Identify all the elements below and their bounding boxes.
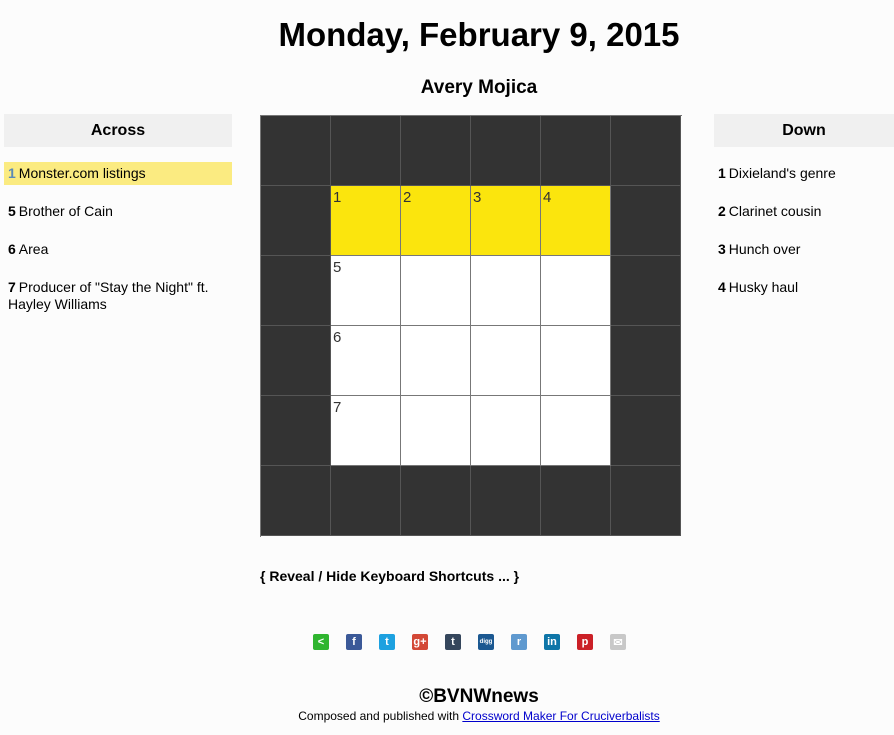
grid-cell[interactable] [401,186,471,256]
across-clue-7[interactable] [4,276,232,316]
grid-cell[interactable] [471,396,541,466]
down-panel [714,114,894,314]
grid-block [261,326,331,396]
grid-block [331,116,401,186]
clue-text: Hunch over [728,241,801,257]
email-icon[interactable]: ✉ [610,634,626,650]
grid-block [261,256,331,326]
clue-number: 6 [8,241,16,257]
clue-text: Monster.com listings [18,165,146,181]
grid-block [331,466,401,536]
twitter-icon[interactable]: t [379,634,395,650]
grid-block [611,186,681,256]
share-icon[interactable]: < [313,634,329,650]
across-heading: Across [4,114,232,147]
crossword-maker-link[interactable]: Crossword Maker For Cruciverbalists [462,709,660,723]
grid-cell[interactable] [541,396,611,466]
tumblr-icon[interactable]: t [445,634,461,650]
clue-text: Dixieland's genre [728,165,836,181]
down-clue-1[interactable] [714,162,894,185]
grid-block [611,116,681,186]
grid-cell[interactable] [401,326,471,396]
cell-number: 5 [333,259,342,276]
grid-block [611,396,681,466]
grid-block [261,466,331,536]
grid-block [401,466,471,536]
clue-text: Husky haul [728,279,799,295]
clue-text: Area [18,241,49,257]
clue-text: Brother of Cain [18,203,113,219]
clue-number: 2 [718,203,726,219]
grid-cell[interactable] [331,326,401,396]
grid-block [541,466,611,536]
digg-icon[interactable]: digg [478,634,494,650]
across-clue-1[interactable] [4,162,232,185]
clue-number: 1 [8,165,16,181]
footer-brand: ©BVNWnews [419,686,539,707]
across-panel [4,114,232,331]
share-bar [313,634,643,650]
cell-number: 6 [333,329,342,346]
down-clue-4[interactable] [714,276,894,299]
page-title: Monday, February 9, 2015 [278,16,680,53]
grid-cell[interactable] [541,256,611,326]
cell-number: 3 [473,189,482,206]
cell-number: 1 [333,189,342,206]
reddit-icon[interactable]: r [511,634,527,650]
clue-number: 5 [8,203,16,219]
down-clue-3[interactable] [714,238,894,261]
grid-block [401,116,471,186]
grid-block [471,466,541,536]
grid-cell[interactable] [471,186,541,256]
linkedin-icon[interactable]: in [544,634,560,650]
cell-number: 7 [333,399,342,416]
clue-number: 1 [718,165,726,181]
down-clue-2[interactable] [714,200,894,223]
keyboard-shortcuts-toggle[interactable]: { Reveal / Hide Keyboard Shortcuts ... } [260,568,520,584]
grid-cell[interactable] [541,186,611,256]
clue-number: 4 [718,279,726,295]
clue-text: Clarinet cousin [728,203,822,219]
across-clue-list [4,162,232,316]
grid-block [261,116,331,186]
grid-cell[interactable] [471,256,541,326]
grid-block [471,116,541,186]
grid-block [261,396,331,466]
grid-cell[interactable] [331,256,401,326]
down-heading: Down [714,114,894,147]
author-name: Avery Mojica [420,77,538,98]
composed-text: Composed and published with [298,709,463,723]
grid-cell[interactable] [541,326,611,396]
grid-block [611,326,681,396]
cell-number: 4 [543,189,552,206]
cell-number: 2 [403,189,412,206]
grid-cell[interactable] [331,186,401,256]
across-clue-5[interactable] [4,200,232,223]
across-clue-6[interactable] [4,238,232,261]
grid-cell[interactable] [401,256,471,326]
google-plus-icon[interactable]: g+ [413,636,427,648]
grid-cell[interactable] [331,396,401,466]
grid-cell[interactable] [471,326,541,396]
clue-number: 7 [8,279,16,295]
grid-block [611,466,681,536]
facebook-icon[interactable]: f [346,634,362,650]
footer-credit [0,709,894,723]
clue-number: 3 [718,241,726,257]
pinterest-icon[interactable]: p [577,634,593,650]
grid-block [541,116,611,186]
grid-block [261,186,331,256]
crossword-grid [260,115,682,537]
clue-text: Producer of "Stay the Night" ft. Hayley Williams [8,279,209,312]
grid-block [611,256,681,326]
grid-cell[interactable] [401,396,471,466]
down-clue-list [714,162,894,299]
